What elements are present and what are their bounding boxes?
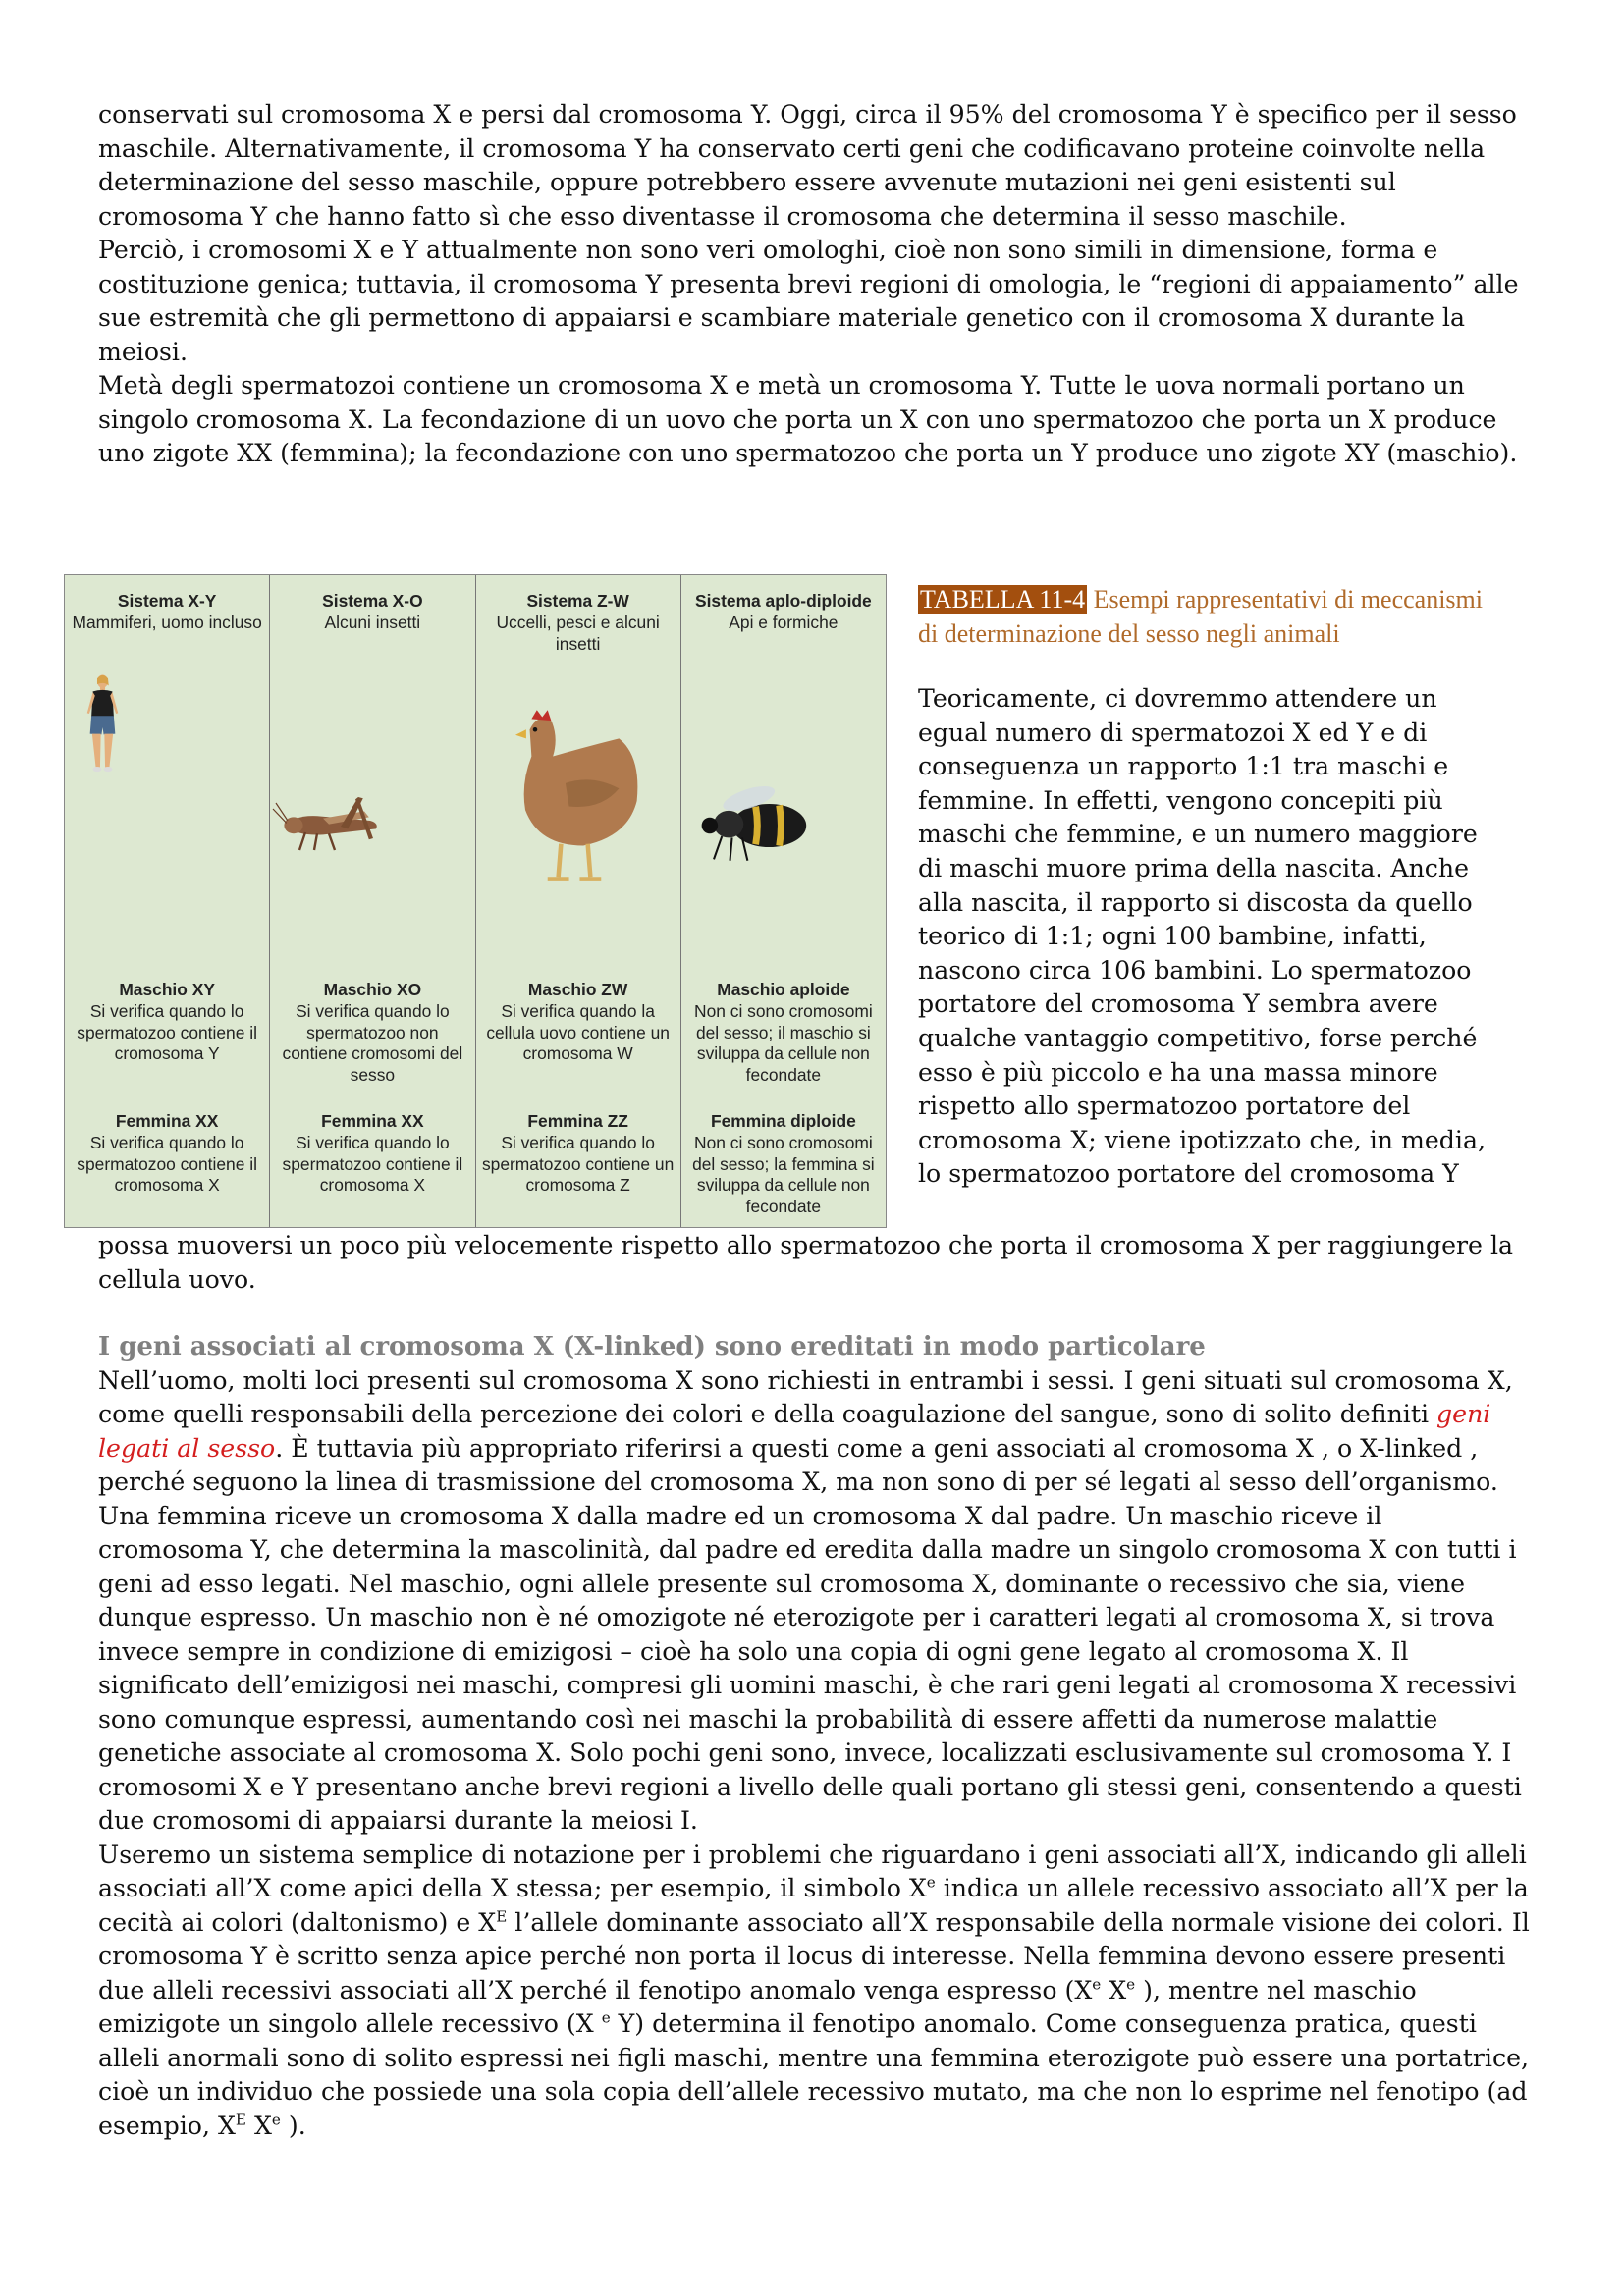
- male-description: Si verifica quando lo spermatozoo non contiene cromosomi del sesso: [282, 1000, 463, 1086]
- system-organisms: Uccelli, pesci e alcuni insetti: [496, 612, 660, 654]
- side-paragraph: Teoricamente, ci dovremmo attendere un egual numero di spermatozoi X ed Y e di conseguenza un rapporto 1:1 tra maschi e femmine. In effetti, vengono concepiti più maschi che femmine, e un numero maggiore di maschi muore prima della nascita. Anche alla nascita, il rapporto si discosta da quello teorico di 1:1; ogni 100 bambine, infatti, nascono circa 106 bambini. Lo spermatozoo portatore del cromosoma Y sembra avere qualche vantaggio competitivo, forse perché esso è più piccolo e ha una massa minore rispetto allo spermatozoo portatore del cromosoma X; viene ipotizzato che, in media, lo spermatozoo portatore del cromosoma Y: [918, 684, 1486, 1189]
- intro-paragraph-1: conservati sul cromosoma X e persi dal cromosoma Y. Oggi, circa il 95% del cromosoma Y è specifico per il sesso maschile. Alternativamente, il cromosoma Y ha conservato certi geni che codificavano proteine coinvolte nella determinazione del sesso maschile, oppure potrebbero essere avvenute mutazioni nei geni esistenti sul cromosoma Y che hanno fatto sì che esso diventasse il cromosoma che determina il sesso maschile.: [98, 100, 1517, 231]
- figure-column-haplodiploid: [681, 575, 886, 1227]
- text-run: l’allele dominante associato all’X responsabile della normale visione dei colori. Il cromosoma Y è scritto senza apice perché non porta il locus di interesse. Nella femmina devono essere presenti due alleli recessivi associati all’X perché il fenotipo anomalo venga espresso (X: [98, 1907, 1530, 2004]
- system-organisms: Api e formiche: [729, 612, 839, 632]
- allele-superscript: e: [926, 1873, 936, 1892]
- female-description: Si verifica quando lo spermatozoo contiene il cromosoma X: [77, 1132, 257, 1196]
- male-description: Non ci sono cromosomi del sesso; il maschio si sviluppa da cellule non fecondate: [694, 1000, 873, 1086]
- allele-superscript: e: [271, 2110, 281, 2129]
- highlighted-term: geni legati al sesso: [98, 1400, 1491, 1463]
- grasshopper-illustration: [270, 762, 393, 880]
- female-description: Si verifica quando lo spermatozoo contiene un cromosoma Z: [481, 1132, 675, 1196]
- text-run: X: [245, 2110, 272, 2140]
- figure-column-xo: [270, 575, 475, 1227]
- female-description: Si verifica quando lo spermatozoo contiene il cromosoma X: [282, 1132, 463, 1196]
- allele-superscript: E: [496, 1907, 508, 1926]
- figure-column-zw: [476, 575, 681, 1227]
- system-organisms: Mammiferi, uomo incluso: [72, 612, 262, 632]
- hen-illustration: [476, 703, 663, 899]
- female-title: Femmina diploide: [710, 1111, 856, 1131]
- figure-caption: [918, 582, 1488, 651]
- male-description: Si verifica quando la cellula uovo contiene un cromosoma W: [486, 1000, 670, 1064]
- allele-superscript: E: [235, 2110, 246, 2129]
- caption-tag: TABELLA 11-4: [920, 585, 1086, 614]
- intro-paragraph-3: Metà degli spermatozoi contiene un cromosoma X e metà un cromosoma Y. Tutte le uova normali portano un singolo cromosoma X. La fecondazione di un uovo che porta un X con uno spermatozoo che porta un X produce uno zigote XX (femmina); la fecondazione con uno spermatozoo che porta un Y produce uno zigote XY (maschio).: [98, 371, 1518, 467]
- system-title: Sistema X-Y: [117, 591, 217, 611]
- male-title: Maschio XO: [323, 980, 422, 999]
- human-figure-illustration: [65, 673, 140, 997]
- section-paragraph-2: Una femmina riceve un cromosoma X dalla madre ed un cromosoma X dal padre. Un maschio riceve il cromosoma Y, che determina la mascolinità, dal padre ed eredita dalla madre un singolo cromosoma X con tutti i geni ad esso legati. Nel maschio, ogni allele presente sul cromosoma X, dominante o recessivo che sia, viene dunque espresso. Un maschio non è né omozigote né eterozigote per i caratteri legati al cromosoma X, si trova invece sempre in condizione di emizigosi – cioè ha solo una copia di ogni gene legato al cromosoma X. Il significato dell’emizigosi nei maschi, compresi gli uomini maschi, è che rari geni legati al cromosoma X recessivi sono comunque espressi, aumentando così nei maschi la probabilità di essere affetti da numerose malattie genetiche associate al cromosoma X. Solo pochi geni sono, invece, localizzati esclusivamente sul cromosoma Y. I cromosomi X e Y presentano anche brevi regioni a livello delle quali portano gli stessi geni, consentendo a questi due cromosomi di appaiarsi durante la meiosi I.: [98, 1501, 1522, 1835]
- figure-side-column: [918, 582, 1488, 1192]
- text-run: indica un allele recessivo associato all’X per la cecità ai colori (daltonismo) e X: [98, 1874, 1529, 1937]
- section-heading: I geni associati al cromosoma X (X-linked) sono ereditati in modo particolare: [98, 1332, 1206, 1362]
- text-run: . È tuttavia più appropriato riferirsi a questi come a geni associati al cromosoma X , o X-linked , perché seguono la linea di trasmissione del cromosoma X, ma non sono di per sé legati al sesso dell’organismo.: [98, 1433, 1498, 1496]
- female-title: Femmina XX: [115, 1111, 219, 1131]
- body-section: [98, 1229, 1532, 2143]
- text-run: Useremo un sistema semplice di notazione per i problemi che riguardano i geni associati all’X, indicando gli alleli associati all’X come apici della X stessa; per esempio, il simbolo X: [98, 1840, 1527, 1902]
- allele-superscript: e: [1126, 1975, 1136, 1994]
- text-run: X: [1101, 1975, 1127, 2004]
- continuation-paragraph: possa muoversi un poco più velocemente rispetto allo spermatozoo che porta il cromosoma X per raggiungere la cellula uovo.: [98, 1231, 1514, 1294]
- text-run: ).: [280, 2110, 306, 2140]
- bee-illustration: [681, 772, 823, 880]
- section-paragraph-3: [98, 1839, 1532, 2144]
- caption-text: Esempi rappresentativi di meccanismi di determinazione del sesso negli animali: [918, 585, 1483, 648]
- sex-determination-figure: [64, 574, 887, 1228]
- system-title: Sistema aplo-diploide: [695, 591, 872, 611]
- system-title: Sistema X-O: [322, 591, 423, 611]
- text-run: Y) determina il fenotipo anomalo. Come conseguenza pratica, questi alleli anormali sono di solito espressi nei figli maschi, mentre una femmina eterozigote può essere una portatrice, cioè un individuo che possiede una sola copia dell’allele recessivo mutato, ma che non lo esprime nel fenotipo (ad esempio, X: [98, 2009, 1529, 2140]
- text-run: ), mentre nel maschio emizigote un singolo allele recessivo (X: [98, 1975, 1417, 2038]
- male-description: Si verifica quando lo spermatozoo contiene il cromosoma Y: [77, 1000, 257, 1064]
- male-title: Maschio aploide: [717, 980, 850, 999]
- allele-superscript: e: [601, 2008, 611, 2027]
- section-paragraph-1: [98, 1364, 1532, 1500]
- male-title: Maschio XY: [119, 980, 215, 999]
- system-organisms: Alcuni insetti: [324, 612, 421, 632]
- male-title: Maschio ZW: [527, 980, 628, 999]
- system-title: Sistema Z-W: [526, 591, 629, 611]
- female-title: Femmina XX: [321, 1111, 424, 1131]
- allele-superscript: e: [1092, 1975, 1102, 1994]
- figure-column-xy: [65, 575, 270, 1227]
- intro-paragraph-2: Perciò, i cromosomi X e Y attualmente non sono veri omologhi, cioè non sono simili in dimensione, forma e costituzione genica; tuttavia, il cromosoma Y presenta brevi regioni di omologia, le “regioni di appaiamento” alle sue estremità che gli permettono di appaiarsi e scambiare materiale genetico con il cromosoma X durante la meiosi.: [98, 236, 1519, 366]
- intro-section: [98, 98, 1532, 471]
- female-description: Non ci sono cromosomi del sesso; la femmina si sviluppa da cellule non fecondate: [692, 1132, 875, 1217]
- text-run: Nell’uomo, molti loci presenti sul cromosoma X sono richiesti in entrambi i sessi. I geni situati sul cromosoma X, come quelli responsabili della percezione dei colori e della coagulazione del sangue, sono di solito definiti: [98, 1365, 1513, 1428]
- female-title: Femmina ZZ: [527, 1111, 628, 1131]
